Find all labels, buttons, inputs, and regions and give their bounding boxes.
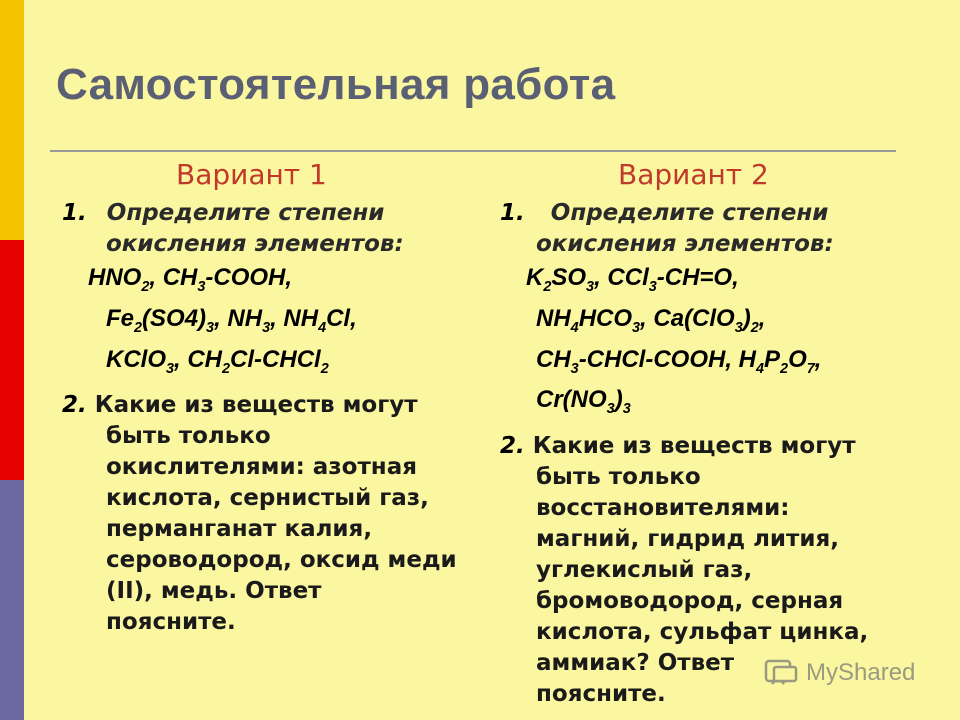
variant1-heading: Вариант 1	[176, 158, 327, 191]
v2-q2-line: магний, гидрид лития,	[536, 526, 839, 553]
v1-q2-line: кислота, сернистый газ,	[106, 485, 429, 512]
v2-formula-line: $NH_4HCO_3$, $Ca(ClO_3)_2$,	[536, 304, 766, 336]
v1-q1-text-line1: Определите степени	[106, 200, 385, 226]
v2-q2-number: 2.	[500, 433, 525, 460]
v2-q1-text-line1: Определите степени	[550, 200, 829, 226]
v1-formula-block	[62, 262, 472, 384]
v1-q2-line: быть только	[106, 423, 271, 450]
v1-q1-text-line2: окисления элементов:	[106, 231, 404, 257]
v1-q2-line: поясните.	[106, 609, 236, 636]
v2-q2-line: углекислый газ,	[536, 557, 753, 584]
v2-q2-line: кислота, сульфат цинка,	[536, 619, 869, 646]
v1-q2-number: 2.	[62, 392, 87, 419]
watermark-text: MyShared	[806, 659, 916, 686]
variant2-heading: Вариант 2	[618, 158, 769, 191]
v2-question2-line1	[500, 431, 920, 462]
v1-q2-line: окислителями: азотная	[106, 454, 417, 481]
side-bar-red	[0, 240, 24, 480]
v2-q1-text-line2: окисления элементов:	[536, 231, 834, 257]
v2-q2-line: бромоводород, серная	[536, 588, 844, 615]
variant2-column	[500, 198, 920, 710]
myshared-watermark	[764, 658, 915, 688]
v1-q2-line: Какие из веществ могут	[94, 392, 418, 419]
v2-formula-line: $K_2SO_3$, CCl$_3$-CH=O,	[526, 264, 739, 295]
v1-question2-line1	[62, 390, 472, 421]
v2-formula-line: $CH_3-CHCl$-COOH, $H_4P_2O_7$,	[536, 345, 822, 377]
v2-q2-line: Какие из веществ могут	[532, 433, 856, 460]
v1-q2-body	[106, 421, 472, 638]
v2-question1-line1	[500, 198, 920, 229]
v1-q2-line: перманганат калия,	[106, 516, 373, 543]
side-bar-yellow	[0, 0, 24, 240]
v1-q2-line: (II), медь. Ответ	[106, 578, 322, 605]
slide-title: Самостоятельная работа	[56, 60, 616, 109]
v1-formula-line: $Fe_2(SO4)_3$, $NH_3$, $NH_4Cl$,	[106, 304, 357, 336]
v1-q1-number: 1.	[62, 200, 87, 226]
v2-q2-line: поясните.	[536, 681, 666, 708]
side-bar-purple	[0, 480, 24, 720]
v2-q1-number: 1.	[500, 200, 525, 226]
v1-formula-line: KClO$_3$, $CH_2Cl-CHCl_2$	[106, 345, 329, 377]
variant1-column	[62, 198, 472, 638]
v1-formula-line: $HNO_2$, $CH_3$-COOH,	[88, 264, 293, 295]
v1-q2-line: сероводород, оксид меди	[106, 547, 457, 574]
myshared-logo-icon	[764, 658, 798, 688]
v2-q2-line: восстановителями:	[536, 495, 790, 522]
v1-question1-line1	[62, 198, 472, 229]
v2-formula-block	[500, 262, 920, 425]
v2-q2-line: быть только	[536, 464, 701, 491]
v2-q2-line: аммиак? Ответ	[536, 650, 735, 677]
title-divider	[50, 150, 896, 152]
v2-formula-line: $Cr(NO_3)_3$	[536, 386, 631, 418]
